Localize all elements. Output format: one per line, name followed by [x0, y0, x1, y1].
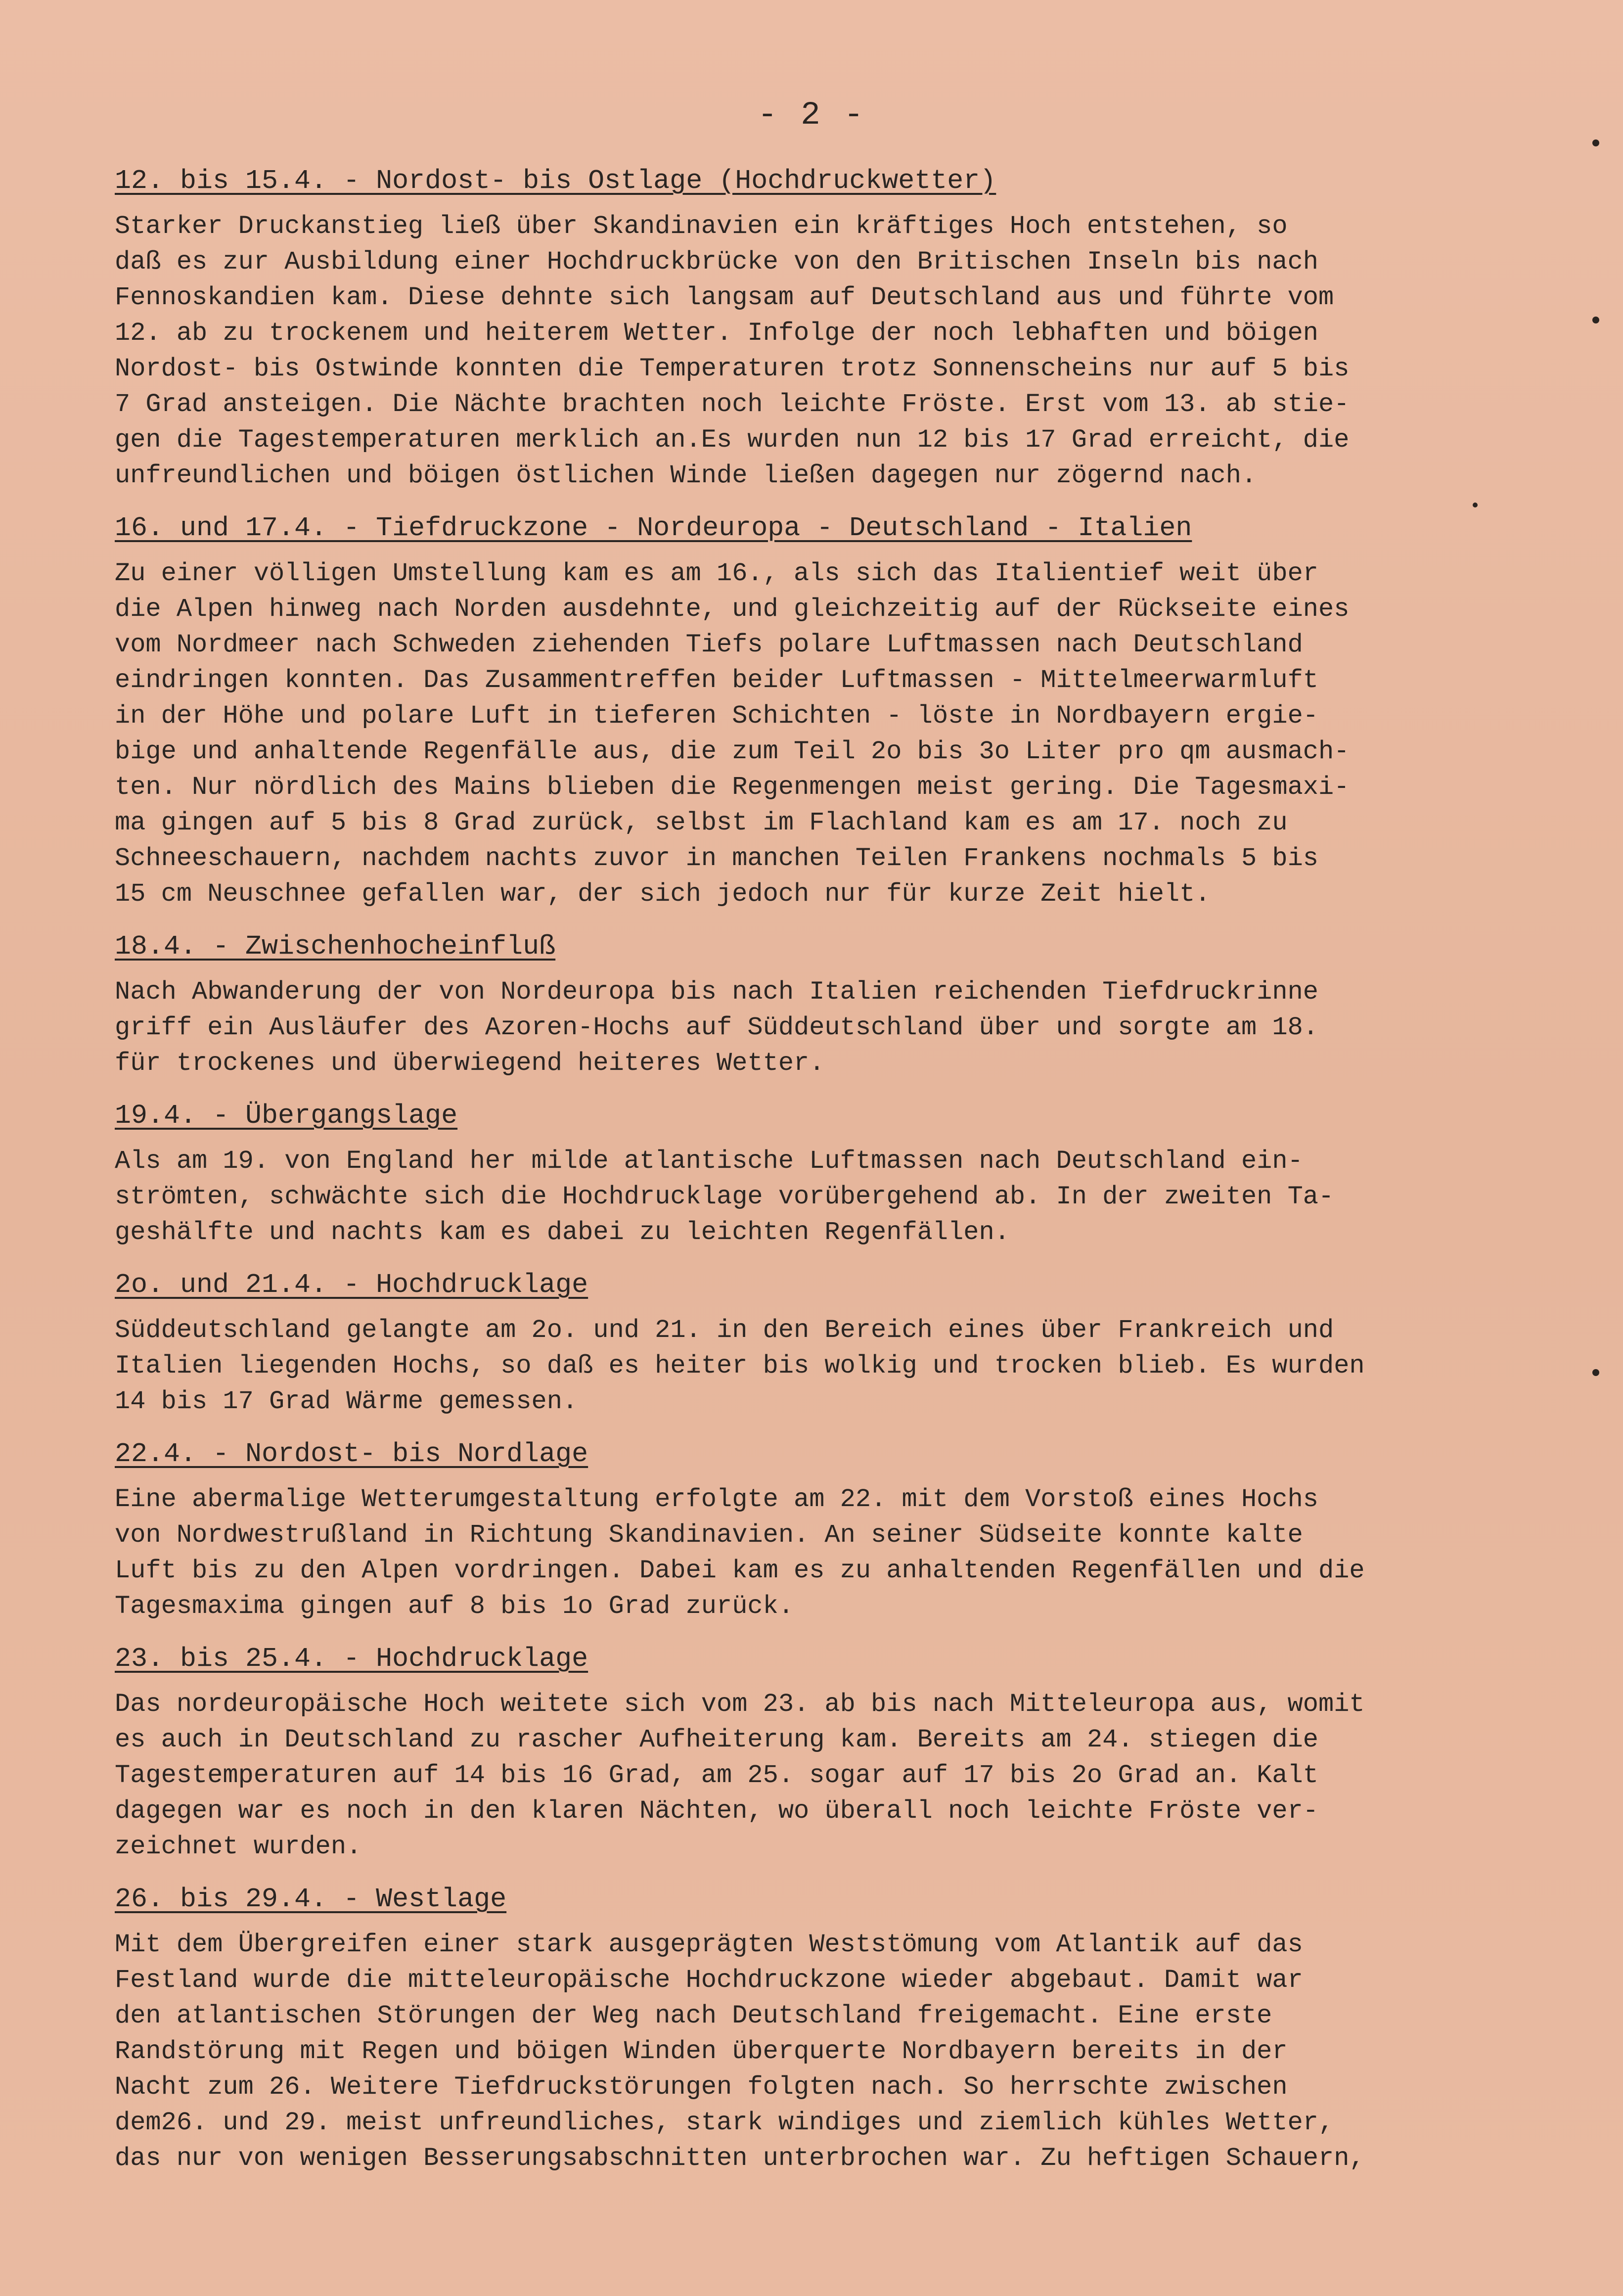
punch-hole — [1592, 317, 1599, 323]
text-line: vom Nordmeer nach Schweden ziehenden Tiefs polare Luftmassen nach Deutschland — [115, 630, 1303, 659]
section-12-15-april — [115, 158, 1564, 494]
text-line: ten. Nur nördlich des Mains blieben die Regenmengen meist gering. Die Tagesmaxi- — [115, 773, 1350, 802]
document-body — [115, 158, 1564, 2188]
section-paragraph — [115, 556, 1564, 912]
punch-hole — [1592, 139, 1599, 146]
page-number: - 2 - — [757, 96, 866, 134]
text-line: dagegen war es noch in den klaren Nächten, wo überall noch leichte Fröste ver- — [115, 1796, 1318, 1826]
section-heading: 23. bis 25.4. - Hochdrucklage — [115, 1643, 588, 1674]
section-paragraph — [115, 1927, 1564, 2176]
text-line: strömten, schwächte sich die Hochdrucklage vorübergehend ab. In der zweiten Ta- — [115, 1182, 1334, 1211]
text-line: das nur von wenigen Besserungsabschnitten unterbrochen war. Zu heftigen Schauern, — [115, 2144, 1365, 2173]
text-line: daß es zur Ausbildung einer Hochdruckbrücke von den Britischen Inseln bis nach — [115, 247, 1318, 276]
text-line: zeichnet wurden. — [115, 1832, 362, 1861]
text-line: Schneeschauern, nachdem nachts zuvor in manchen Teilen Frankens nochmals 5 bis — [115, 844, 1318, 873]
section-23-25-april — [115, 1636, 1564, 1865]
text-line: Starker Druckanstieg ließ über Skandinavien ein kräftiges Hoch entstehen, so — [115, 212, 1288, 241]
section-heading: 16. und 17.4. - Tiefdruckzone - Nordeuropa - Deutschland - Italien — [115, 512, 1192, 544]
text-line: in der Höhe und polare Luft in tieferen Schichten - löste in Nordbayern ergie- — [115, 701, 1318, 731]
text-line: ma gingen auf 5 bis 8 Grad zurück, selbst im Flachland kam es am 17. noch zu — [115, 808, 1288, 837]
section-paragraph — [115, 1482, 1564, 1624]
text-line: Mit dem Übergreifen einer stark ausgeprägten Weststömung vom Atlantik auf das — [115, 1930, 1303, 1959]
text-line: Italien liegenden Hochs, so daß es heiter bis wolkig und trocken blieb. Es wurden — [115, 1351, 1365, 1380]
text-line: 14 bis 17 Grad Wärme gemessen. — [115, 1387, 578, 1416]
text-line: von Nordwestrußland in Richtung Skandinavien. An seiner Südseite konnte kalte — [115, 1520, 1303, 1550]
text-line: Eine abermalige Wetterumgestaltung erfolgte am 22. mit dem Vorstoß eines Hochs — [115, 1485, 1318, 1514]
text-line: 15 cm Neuschnee gefallen war, der sich jedoch nur für kurze Zeit hielt. — [115, 879, 1211, 909]
text-line: den atlantischen Störungen der Weg nach Deutschland freigemacht. Eine erste — [115, 2001, 1272, 2030]
text-line: 7 Grad ansteigen. Die Nächte brachten noch leichte Fröste. Erst vom 13. ab stie- — [115, 390, 1350, 419]
text-line: Nach Abwanderung der von Nordeuropa bis nach Italien reichenden Tiefdruckrinne — [115, 977, 1318, 1007]
section-26-29-april — [115, 1877, 1564, 2176]
text-line: unfreundlichen und böigen östlichen Winde ließen dagegen nur zögernd nach. — [115, 461, 1257, 490]
text-line: Nacht zum 26. Weitere Tiefdruckstörungen folgten nach. So herrschte zwischen — [115, 2072, 1288, 2102]
section-paragraph — [115, 1144, 1564, 1250]
text-line: Zu einer völligen Umstellung kam es am 16., als sich das Italientief weit über — [115, 559, 1318, 588]
text-line: dem26. und 29. meist unfreundliches, stark windiges und ziemlich kühles Wetter, — [115, 2108, 1334, 2137]
text-line: griff ein Ausläufer des Azoren-Hochs auf Süddeutschland über und sorgte am 18. — [115, 1013, 1318, 1042]
section-16-17-april — [115, 505, 1564, 912]
text-line: Das nordeuropäische Hoch weitete sich vom 23. ab bis nach Mitteleuropa aus, womit — [115, 1690, 1365, 1719]
text-line: Festland wurde die mitteleuropäische Hochdruckzone wieder abgebaut. Damit war — [115, 1966, 1303, 1995]
text-line: Tagesmaxima gingen auf 8 bis 1o Grad zurück. — [115, 1592, 794, 1621]
section-heading: 2o. und 21.4. - Hochdrucklage — [115, 1269, 588, 1300]
section-19-april — [115, 1093, 1564, 1250]
text-line: es auch in Deutschland zu rascher Aufheiterung kam. Bereits am 24. stiegen die — [115, 1725, 1318, 1754]
text-line: für trockenes und überwiegend heiteres Wetter. — [115, 1049, 825, 1078]
section-20-21-april — [115, 1262, 1564, 1420]
text-line: Randstörung mit Regen und böigen Winden überquerte Nordbayern bereits in der — [115, 2037, 1288, 2066]
section-heading: 26. bis 29.4. - Westlage — [115, 1883, 507, 1915]
text-line: bige und anhaltende Regenfälle aus, die zum Teil 2o bis 3o Liter pro qm ausmach- — [115, 737, 1350, 766]
section-18-april — [115, 924, 1564, 1081]
section-paragraph — [115, 1687, 1564, 1865]
text-line: 12. ab zu trockenem und heiterem Wetter. Infolge der noch lebhaften und böigen — [115, 319, 1318, 348]
section-paragraph — [115, 974, 1564, 1081]
text-line: eindringen konnten. Das Zusammentreffen beider Luftmassen - Mittelmeerwarmluft — [115, 666, 1318, 695]
section-heading: 18.4. - Zwischenhocheinfluß — [115, 931, 556, 962]
section-paragraph — [115, 209, 1564, 494]
section-heading: 19.4. - Übergangslage — [115, 1100, 458, 1131]
text-line: gen die Tagestemperaturen merklich an.Es wurden nun 12 bis 17 Grad erreicht, die — [115, 425, 1350, 455]
text-line: geshälfte und nachts kam es dabei zu leichten Regenfällen. — [115, 1218, 1010, 1247]
text-line: Fennoskandien kam. Diese dehnte sich langsam auf Deutschland aus und führte vom — [115, 283, 1334, 312]
punch-hole — [1592, 1369, 1599, 1376]
section-heading: 22.4. - Nordost- bis Nordlage — [115, 1438, 588, 1469]
section-22-april — [115, 1431, 1564, 1624]
text-line: Luft bis zu den Alpen vordringen. Dabei kam es zu anhaltenden Regenfällen und die — [115, 1556, 1365, 1585]
text-line: Nordost- bis Ostwinde konnten die Temperaturen trotz Sonnenscheins nur auf 5 bis — [115, 354, 1350, 383]
text-line: Süddeutschland gelangte am 2o. und 21. in den Bereich eines über Frankreich und — [115, 1316, 1334, 1345]
section-heading: 12. bis 15.4. - Nordost- bis Ostlage (Hochdruckwetter) — [115, 165, 996, 196]
text-line: Tagestemperaturen auf 14 bis 16 Grad, am 25. sogar auf 17 bis 2o Grad an. Kalt — [115, 1761, 1318, 1790]
text-line: die Alpen hinweg nach Norden ausdehnte, und gleichzeitig auf der Rückseite eines — [115, 595, 1350, 624]
section-paragraph — [115, 1313, 1564, 1420]
text-line: Als am 19. von England her milde atlantische Luftmassen nach Deutschland ein- — [115, 1147, 1303, 1176]
